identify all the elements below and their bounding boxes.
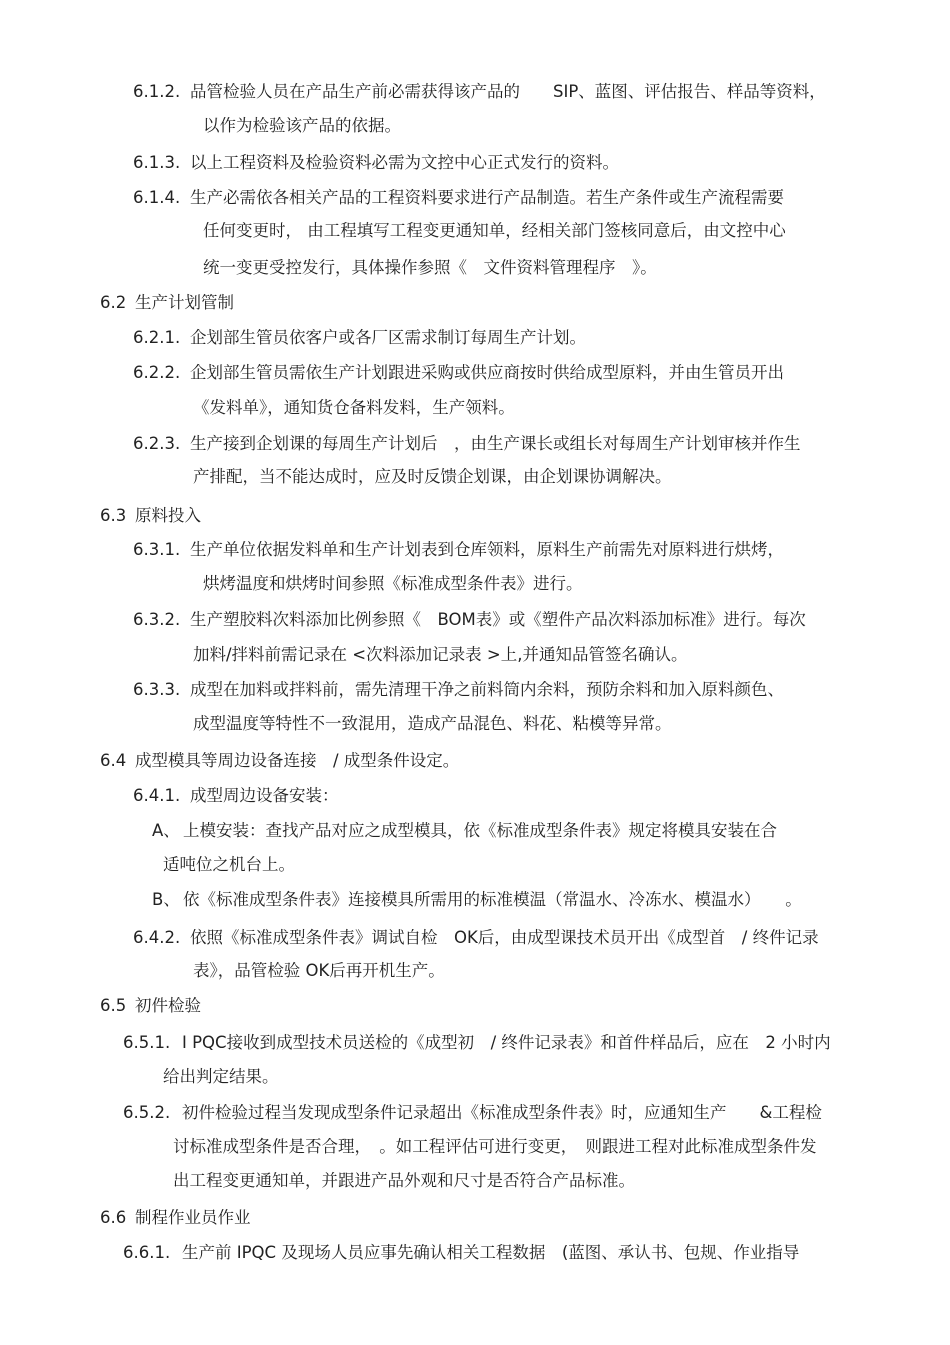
clause-number: 6.6.1. [123,1243,171,1262]
clause-number: 6.4.2. [133,928,181,947]
clause-text: 企划部生管员依客户或各厂区需求制订每周生产计划。 [190,328,586,347]
clause-text: I PQC接收到成型技术员送检的《成型初 / 终件记录表》和首件样品后，应在 2 小时内 [182,1033,831,1052]
clause-number: 6.3 [100,506,127,525]
clause-text: 生产单位依据发料单和生产计划表到仓库领料，原料生产前需先对原料进行烘烤， [190,540,784,559]
clause-continuation: 给出判定结果。 [163,1067,279,1086]
clause-text: 成型模具等周边设备连接 / 成型条件设定。 [135,751,460,770]
clause-number: 6.4.1. [133,786,181,805]
clause-continuation: 表》，品管检验 OK后再开机生产。 [193,961,445,980]
clause-continuation: 产排配，当不能达成时，应及时反馈企划课，由企划课协调解决。 [193,467,672,486]
clause-text: 企划部生管员需依生产计划跟进采购或供应商按时供给成型原料，并由生管员开出 [190,363,784,382]
clause-number: 6.5 [100,996,127,1015]
clause-continuation: 讨标准成型条件是否合理， 。如工程评估可进行变更， 则跟进工程对此标准成型条件发 [173,1137,817,1156]
clause-text: 制程作业员作业 [135,1208,251,1227]
clause-continuation: 加料/拌料前需记录在 <次料添加记录表 >上,并通知品管签名确认。 [193,645,688,664]
clause-number: 6.6 [100,1208,127,1227]
clause-continuation: 统一变更受控发行，具体操作参照《 文件资料管理程序 》。 [203,258,657,277]
clause-number: A、 [152,821,180,840]
clause-number: 6.1.3. [133,153,181,172]
clause-text: 初件检验过程当发现成型条件记录超出《标准成型条件表》时，应通知生产 &工程检 [182,1103,822,1122]
clause-continuation: 任何变更时， 由工程填写工程变更通知单，经相关部门签核同意后，由文控中心 [203,221,786,240]
clause-text: 原料投入 [135,506,201,525]
clause-text: 生产计划管制 [135,293,234,312]
clause-continuation: 适吨位之机台上。 [163,855,295,874]
clause-number: 6.1.2. [133,82,181,101]
clause-text: 生产前 IPQC 及现场人员应事先确认相关工程数据 (蓝图、承认书、包规、作业指导 [182,1243,800,1262]
clause-text: 依照《标准成型条件表》调试自检 OK后，由成型课技术员开出《成型首 / 终件记录 [190,928,819,947]
clause-number: 6.4 [100,751,127,770]
clause-text: 以上工程资料及检验资料必需为文控中心正式发行的资料。 [190,153,619,172]
clause-text: 生产接到企划课的每周生产计划后 ，由生产课长或组长对每周生产计划审核并作生 [190,434,801,453]
clause-text: 成型周边设备安装： [190,786,339,805]
clause-text: 品管检验人员在产品生产前必需获得该产品的 SIP、蓝图、评估报告、样品等资料， [190,82,826,101]
clause-text: 初件检验 [135,996,201,1015]
clause-number: 6.1.4. [133,188,181,207]
clause-number: B、 [152,890,180,909]
clause-text: 生产必需依各相关产品的工程资料要求进行产品制造。若生产条件或生产流程需要 [190,188,784,207]
clause-number: 6.2 [100,293,127,312]
clause-text: 生产塑胶料次料添加比例参照《 BOM表》或《塑件产品次料添加标准》进行。每次 [190,610,806,629]
clause-continuation: 出工程变更通知单，并跟进产品外观和尺寸是否符合产品标准。 [173,1171,635,1190]
clause-number: 6.3.3. [133,680,181,699]
clause-text: 成型在加料或拌料前，需先清理干净之前料筒内余料，预防余料和加入原料颜色、 [190,680,784,699]
clause-number: 6.3.2. [133,610,181,629]
clause-number: 6.5.1. [123,1033,171,1052]
clause-continuation: 成型温度等特性不一致混用，造成产品混色、料花、粘模等异常。 [193,714,672,733]
clause-number: 6.2.1. [133,328,181,347]
clause-number: 6.2.3. [133,434,181,453]
clause-text: 上模安装：查找产品对应之成型模具，依《标准成型条件表》规定将模具安装在合 [183,821,777,840]
clause-continuation: 《发料单》，通知货仓备料发料，生产领料。 [193,398,515,417]
clause-continuation: 以作为检验该产品的依据。 [203,116,401,135]
clause-continuation: 烘烤温度和烘烤时间参照《标准成型条件表》进行。 [203,574,583,593]
clause-number: 6.5.2. [123,1103,171,1122]
clause-number: 6.2.2. [133,363,181,382]
clause-number: 6.3.1. [133,540,181,559]
clause-text: 依《标准成型条件表》连接模具所需用的标准模温（常温水、冷冻水、模温水） 。 [183,890,802,909]
